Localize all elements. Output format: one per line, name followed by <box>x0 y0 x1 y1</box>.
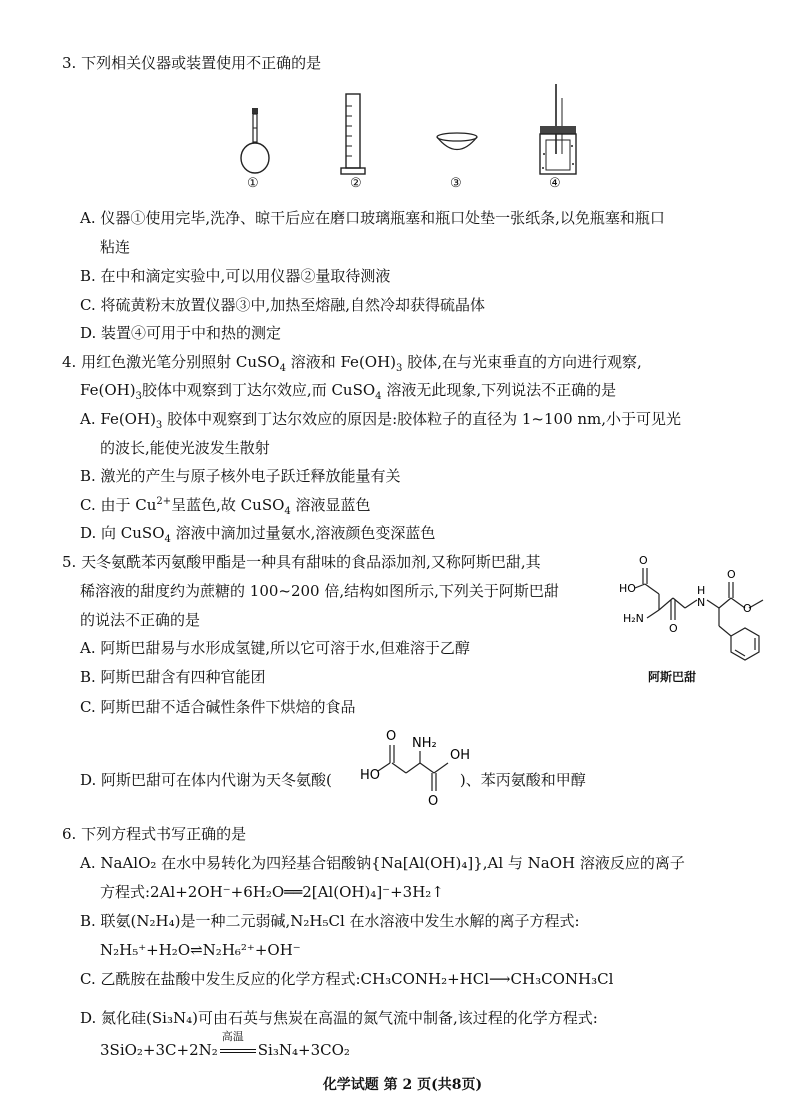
q4-option-a: A. $Fe(OH)_3$ 胶体中观察到丁达尔效应的原因是:胶体粒子的直径为 1~100 nm,小于可见光 <box>80 410 682 431</box>
atom-oh: OH <box>450 748 471 763</box>
q5-stem-1: 5. 天冬氨酰苯丙氨酸甲酯是一种具有甜味的食品添加剂,又称阿斯巴甜,其 <box>62 553 541 571</box>
q5-stem-2: 稀溶液的甜度约为蔗糖的 100~200 倍,结构如图所示,下列关于阿斯巴甜 <box>80 582 559 600</box>
q4-option-b: B. 激光的产生与原子核外电子跃迁释放能量有关 <box>80 467 401 485</box>
q3-option-a-cont: 粘连 <box>100 238 131 256</box>
q4-option-a-cont: 的波长,能使光波发生散射 <box>100 439 270 457</box>
q6-option-b-cont: N₂H₅⁺+H₂O⇌N₂H₆²⁺+OH⁻ <box>100 941 301 959</box>
label-1: ① <box>247 176 259 191</box>
atom-ho-1: HO <box>619 582 636 595</box>
q6-stem: 6. 下列方程式书写正确的是 <box>62 825 247 843</box>
q4-option-c: C. 由于 $Cu^{2+}$呈蓝色,故 CuSO$_4$ 溶液显蓝色 <box>80 496 371 517</box>
q5-option-a: A. 阿斯巴甜易与水形成氢键,所以它可溶于水,但难溶于乙醇 <box>80 639 470 657</box>
atom-o-2: O <box>669 622 678 635</box>
q4-option-d: D. 向 CuSO$_4$ 溶液中滴加过量氨水,溶液颜色变深蓝色 <box>80 524 436 545</box>
q5-option-d: D. 阿斯巴甜可在体内代谢为天冬氨酸( )、苯丙氨酸和甲醇 <box>80 771 586 789</box>
q6-option-a-cont: 方程式:2Al+2OH⁻+6H₂O══2[Al(OH)₄]⁻+3H₂↑ <box>100 883 444 901</box>
aspartame-label: 阿斯巴甜 <box>648 670 697 684</box>
graduated-cylinder-icon <box>340 92 366 178</box>
q6-option-a: A. NaAlO₂ 在水中易转化为四羟基合铝酸钠{Na[Al(OH)₄]},Al 与 NaOH 溶液反应的离子 <box>80 854 685 872</box>
atom-h: H <box>697 584 706 597</box>
q3-option-c: C. 将硫黄粉末放置仪器③中,加热至熔融,自然冷却获得硫晶体 <box>80 296 486 314</box>
volumetric-flask-icon <box>238 108 272 178</box>
q6-option-c: C. 乙酰胺在盐酸中发生反应的化学方程式:CH₃CONH₂+HCl⟶CH₃CONH₃Cl <box>80 970 614 988</box>
atom-nh2: NH₂ <box>412 736 437 751</box>
page-footer: 化学试题 第 2 页(共8页) <box>322 1077 483 1093</box>
q3-option-d: D. 装置④可用于中和热的测定 <box>80 324 282 342</box>
atom-n: N <box>697 596 706 609</box>
q3-option-a: A. 仪器①使用完毕,洗净、晾干后应在磨口玻璃瓶塞和瓶口处垫一张纸条,以免瓶塞和瓶口 <box>80 209 665 227</box>
atom-h2n: H₂N <box>623 612 644 625</box>
aspartame-structure <box>615 548 775 676</box>
q6-option-d: D. 氮化硅(Si₃N₄)可由石英与焦炭在高温的氮气流中制备,该过程的化学方程式: <box>80 1009 598 1027</box>
atom-o-1: O <box>639 554 648 567</box>
q3-stem: 3. 下列相关仪器或装置使用不正确的是 <box>62 54 322 72</box>
label-3: ③ <box>450 176 462 191</box>
q5-stem-3: 的说法不正确的是 <box>80 611 201 629</box>
q6-option-b: B. 联氨(N₂H₄)是一种二元弱碱,N₂H₅Cl 在水溶液中发生水解的离子方程式: <box>80 912 580 930</box>
atom-o-3: O <box>727 568 736 581</box>
aspartic-acid-structure <box>360 727 488 809</box>
label-2: ② <box>350 176 362 191</box>
evaporating-dish-icon <box>435 132 479 156</box>
q5-option-c: C. 阿斯巴甜不适合碱性条件下烘焙的食品 <box>80 698 356 716</box>
q3-option-b: B. 在中和滴定实验中,可以用仪器②量取待测液 <box>80 267 391 285</box>
atom-o-a: O <box>386 729 397 744</box>
q5-option-b: B. 阿斯巴甜含有四种官能团 <box>80 668 266 686</box>
q4-stem-1: 4. 用红色激光笔分别照射 CuSO$_4$ 溶液和 $Fe(OH)_3$ 胶体,在与光束垂直的方向进行观察, <box>62 353 642 374</box>
atom-o-4: O <box>743 602 752 615</box>
q6-option-d-cont: 3SiO₂+3C+2N₂ 高温 Si₃N₄+3CO₂ <box>100 1030 350 1059</box>
atom-o-b: O <box>428 794 439 809</box>
calorimeter-icon <box>538 84 578 178</box>
atom-ho: HO <box>360 768 381 783</box>
label-4: ④ <box>549 176 561 191</box>
q4-stem-2: $Fe(OH)_3$胶体中观察到丁达尔效应,而 CuSO$_4$ 溶液无此现象,下列说法不正确的是 <box>80 381 617 402</box>
